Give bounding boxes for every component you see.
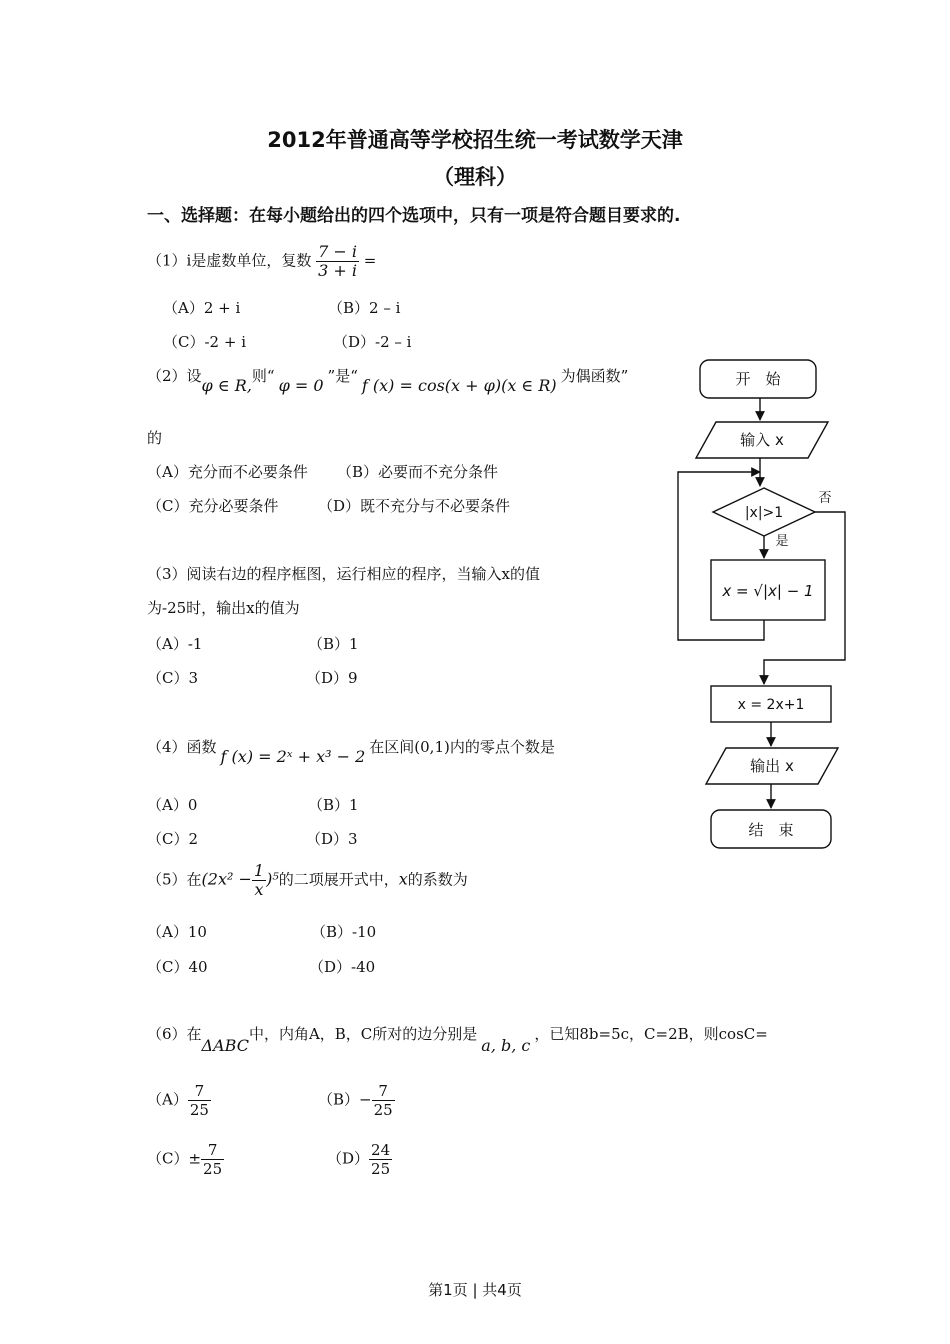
q6-text-3: ，已知8b=5c，C=2B，则cosC= xyxy=(534,1025,768,1043)
page-footer: 第1页 | 共4页 xyxy=(428,1281,522,1299)
fraction xyxy=(369,1141,392,1178)
q1-option-d: （D）-2 – i xyxy=(333,333,412,351)
q2-math-3: f (x) = cos(x + φ)(x ∈ R) xyxy=(361,376,557,395)
q4-option-b: （B）1 xyxy=(308,796,359,814)
q2-option-a: （A）充分而不必要条件 xyxy=(147,463,308,481)
question-5 xyxy=(147,862,468,899)
q5-math-2: )⁵ xyxy=(266,869,279,889)
q5-text-3: 的系数为 xyxy=(407,870,468,889)
q6-option-b xyxy=(318,1082,395,1119)
numerator: 7 xyxy=(188,1082,211,1101)
q3-option-c: （C）3 xyxy=(147,669,199,687)
equals-sign: = xyxy=(363,251,377,270)
question-1-stem: （1）i是虚数单位，复数 xyxy=(147,251,312,270)
question-3-line-1: （3）阅读右边的程序框图，运行相应的程序，当输入x的值 xyxy=(147,565,541,583)
denominator: 25 xyxy=(203,1160,223,1178)
fraction xyxy=(252,862,266,899)
q6-option-a xyxy=(147,1082,211,1119)
q1-option-c: （C）-2 + i xyxy=(163,333,246,351)
numerator: 1 xyxy=(253,861,265,880)
page-title: 2012年普通高等学校招生统一考试数学天津 xyxy=(267,128,683,152)
q6-text-1: （6）在 xyxy=(147,1025,202,1043)
option-label: （A） xyxy=(147,1090,188,1109)
program-flowchart xyxy=(660,350,860,860)
q5-text-2: 的二项展开式中， xyxy=(278,870,399,889)
assign-1-label: x = √|x| − 1 xyxy=(722,582,814,600)
q6-math-2: a, b, c xyxy=(481,1036,531,1055)
no-label: 否 xyxy=(818,491,832,506)
denominator: x xyxy=(254,880,264,899)
question-4 xyxy=(147,736,555,766)
q3-option-a: （A）-1 xyxy=(147,635,203,653)
q2-text-2: 则“ xyxy=(251,367,275,385)
q1-option-b: （B）2 – i xyxy=(328,299,401,317)
input-label: 输入 x xyxy=(740,431,784,449)
denominator: 25 xyxy=(189,1101,209,1119)
option-label: （C）± xyxy=(147,1149,202,1168)
q4-text-1: （4）函数 xyxy=(147,738,217,756)
question-3-line-2: 为-25时，输出x的值为 xyxy=(147,599,300,617)
denominator: 3 + i xyxy=(318,261,357,280)
denominator: 25 xyxy=(373,1101,393,1119)
option-label: （D） xyxy=(327,1149,370,1168)
fraction xyxy=(372,1082,395,1119)
q2-math-1: φ ∈ R, xyxy=(201,376,252,395)
q5-option-a: （A）10 xyxy=(147,923,207,941)
fraction xyxy=(201,1141,224,1178)
page-subtitle: （理科） xyxy=(433,165,517,189)
option-label: （B）− xyxy=(318,1090,372,1109)
numerator: 24 xyxy=(371,1141,391,1159)
assign-2-label: x = 2x+1 xyxy=(737,697,805,713)
q5-option-d: （D）-40 xyxy=(309,958,376,976)
q2-option-d: （D）既不充分与不必要条件 xyxy=(318,497,511,515)
yes-label: 是 xyxy=(775,534,789,549)
numerator: 7 xyxy=(201,1141,224,1160)
q5-option-b: （B）-10 xyxy=(311,923,377,941)
q2-option-b: （B）必要而不充分条件 xyxy=(337,463,499,481)
q6-math-1: ΔABC xyxy=(201,1036,249,1055)
fraction xyxy=(188,1082,211,1119)
question-2 xyxy=(147,365,629,395)
q4-text-2: 在区间(0,1)内的零点个数是 xyxy=(369,738,555,756)
q2-option-c: （C）充分必要条件 xyxy=(147,497,279,515)
q6-option-d xyxy=(327,1141,392,1178)
numerator: 7 xyxy=(372,1082,395,1101)
numerator: 7 − i xyxy=(318,242,357,261)
q3-option-d: （D）9 xyxy=(306,669,358,687)
question-6 xyxy=(147,1023,768,1055)
fraction xyxy=(316,243,359,280)
end-label: 结 束 xyxy=(748,821,794,839)
q4-math-1: f (x) = 2ˣ + x³ − 2 xyxy=(220,747,366,766)
q6-option-c xyxy=(147,1141,224,1178)
q1-option-a: （A）2 + i xyxy=(163,299,241,317)
output-label: 输出 x xyxy=(750,757,794,775)
q5-math-3: x xyxy=(398,869,408,889)
section-heading: 一、选择题：在每小题给出的四个选项中，只有一项是符合题目要求的. xyxy=(147,206,681,226)
q4-option-c: （C）2 xyxy=(147,830,199,848)
q4-option-a: （A）0 xyxy=(147,796,198,814)
q2-text-4: 为偶函数” xyxy=(560,367,629,385)
q5-math-1: (2x² − xyxy=(201,869,252,889)
denominator: 25 xyxy=(371,1160,391,1178)
q2-text-3: ”是“ xyxy=(327,367,358,385)
condition-label: |x|>1 xyxy=(744,505,784,521)
q6-text-2: 中，内角A，B，C所对的边分别是 xyxy=(248,1025,478,1043)
start-label: 开 始 xyxy=(735,370,781,388)
q2-text-1: （2）设 xyxy=(147,367,202,385)
loop-back-line xyxy=(678,472,764,640)
question-1 xyxy=(147,243,376,280)
q4-option-d: （D）3 xyxy=(306,830,358,848)
q3-option-b: （B）1 xyxy=(308,635,359,653)
q5-option-c: （C）40 xyxy=(147,958,208,976)
q5-text-1: （5）在 xyxy=(147,870,202,889)
q2-continuation: 的 xyxy=(147,429,163,447)
q2-math-2: φ = 0 xyxy=(278,376,324,395)
